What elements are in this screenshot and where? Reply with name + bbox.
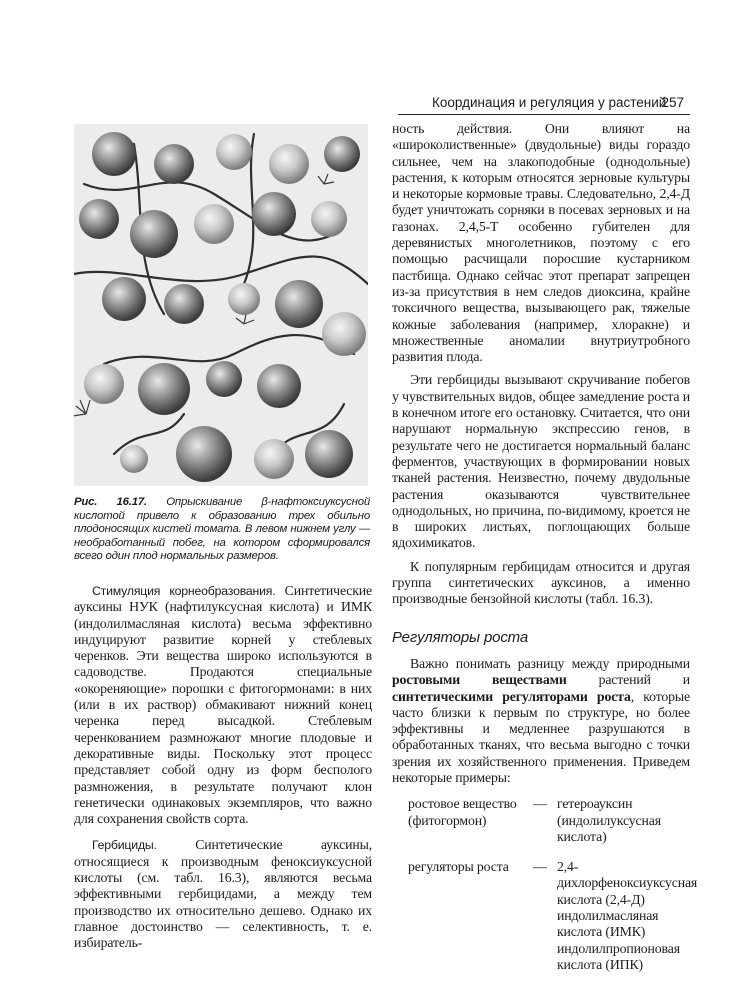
paragraph-benzoic: К популярным гербицидам относится и другая группа синтетических ауксинов, а именно производные бензойной кислоты (табл. 16.3). bbox=[392, 558, 690, 607]
term-synthetic-regulators: синтетическими регуляторами роста bbox=[392, 688, 631, 704]
regulators-text-d: , которые часто близки к первым по структуре, но более эффективны и медленнее разрушаются в обработанных тканях, что весьма выгодно с точки зрения их хозяйственного применения. Приведем некоторые примеры: bbox=[392, 688, 690, 785]
regulators-text-c: растений и bbox=[566, 672, 690, 688]
definition-row bbox=[408, 796, 690, 845]
paragraph-rooting: Синтетические ауксины НУК (нафтилуксусная кислота) и ИМК (индолилмасляная кислота) весьма эффективно индуцируют развитие корней у стеблевых черенков. Эти вещества широко используются в садоводстве. Продаются специальные «окореняющие» порошки с фитогормонами: в них (или в их раствор) обмакивают нижний конец черенка перед высадкой. Стеблевым черенкованием размножают многие плодовые и декоративные виды. Поскольку этот процесс представляет собой одну из форм бесполого размножения, в результате получают клон генетически одинаковых экземпляров, что важно для сохранения свойств сорта. bbox=[74, 583, 372, 827]
left-column bbox=[74, 583, 372, 952]
section-heading: Регуляторы роста bbox=[392, 628, 529, 646]
definition-term: ростовое вещество (фитогормон) bbox=[408, 796, 517, 828]
definition-term: регуляторы роста bbox=[408, 859, 509, 875]
paragraph-effects: Эти гербициды вызывают скручивание побегов у чувствительных видов, общее замедление роста и в конечном итоге его остановку. Считается, что они нарушают нормальную экспрессию генов, в результате чего не достигается нормальный баланс ферментов, участвующих в формировании новых тканей растения. Неизвестно, почему двудольные растения оказываются чувствительнее однодольных, но причина, по-видимому, кроется не в широких листьях, поглощающих больше ядохимикатов. bbox=[392, 372, 690, 551]
running-header bbox=[398, 94, 690, 115]
right-column bbox=[392, 121, 698, 987]
definition-value: гетероауксин (индолилуксусная кислота) bbox=[557, 796, 661, 844]
figure-caption bbox=[74, 496, 370, 564]
term-growth-substances: ростовыми веществами bbox=[392, 672, 567, 688]
paragraph-selectivity: ность действия. Они влияют на «широколиственные» (двудольные) виды гораздо сильнее, чем на злакоподобные (однодольные) растения, к которым относятся зерновые культуры и некоторые кормовые травы. Следовательно, 2,4-Д будет уничтожать сорняки в посевах зерновых и на газонах. 2,4,5-Т особенно губителен для деревянистых многолетников, поэтому с его помощью расчищали поросшие кустарником пастбища. Однако сейчас этот препарат запрещен из-за присутствия в нем следов диоксина, крайне токсичного вещества, вызывающего рак, тяжелые кожные заболевания (например, хлоракне) и множественные аномалии внутриутробного развития плода. bbox=[392, 121, 690, 365]
definition-value: 2,4-дихлорфеноксиуксусная кислота (2,4-Д) индолилмасляная кислота (ИМК) индолилпропионовая кислота (ИПК) bbox=[557, 859, 698, 972]
definition-dash: — bbox=[533, 796, 547, 812]
page-number: 257 bbox=[661, 95, 684, 110]
regulators-text-a: Важно понимать разницу между природными bbox=[410, 655, 690, 671]
paragraph-heading-rooting: Стимуляция корнеобразования. bbox=[92, 584, 276, 598]
figure-caption-text: Опрыскивание β-нафтоксиуксусной кислотой привело к образованию трех обильно плодоносящих кистей томата. В левом нижнем углу — необработанный побег, на котором сформировался всего один плод нормальных размеров. bbox=[74, 496, 370, 563]
paragraph-regulators bbox=[392, 656, 690, 786]
running-title: Координация и регуляция у растений bbox=[432, 95, 667, 110]
definition-dash: — bbox=[533, 859, 547, 875]
paragraph-herbicides: Синтетические ауксины, относящиеся к производным феноксиуксусной кислоты (см. табл. 16.3), являются весьма эффективными гербицидами, а между тем производство их относительно дешево. Однако их главное достоинство — селективность, т. е. избиратель- bbox=[74, 837, 372, 951]
figure-label: Рис. 16.17. bbox=[74, 496, 147, 508]
definition-list bbox=[408, 796, 698, 973]
tomato-photo bbox=[74, 124, 368, 486]
definition-row bbox=[408, 859, 698, 973]
paragraph-heading-herbicides: Гербициды. bbox=[92, 838, 157, 853]
